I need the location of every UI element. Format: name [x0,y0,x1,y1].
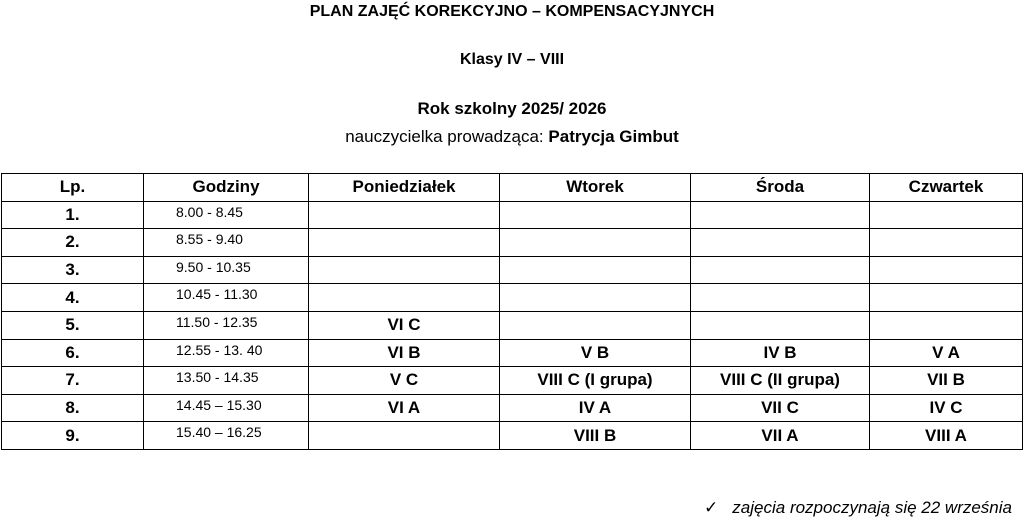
row-number: 1. [2,201,144,229]
thursday-cell: V A [870,339,1023,367]
monday-cell: VI B [309,339,500,367]
table-row [2,422,1023,450]
table-row [2,284,1023,312]
tuesday-cell: IV A [500,394,691,422]
monday-cell [309,256,500,284]
header-sroda: Środa [691,174,870,202]
note-text: zajęcia rozpoczynają się 22 września [732,498,1012,517]
table-row [2,339,1023,367]
wednesday-cell: VII C [691,394,870,422]
row-number: 4. [2,284,144,312]
start-date-note [704,498,1012,518]
monday-cell [309,422,500,450]
tuesday-cell [500,229,691,257]
thursday-cell: VII B [870,367,1023,395]
table-row [2,229,1023,257]
header-lp: Lp. [2,174,144,202]
monday-cell: VI C [309,311,500,339]
teacher-line [0,127,1024,147]
row-number: 5. [2,311,144,339]
monday-cell [309,201,500,229]
time-cell: 8.55 - 9.40 [144,229,309,257]
tuesday-cell [500,311,691,339]
header-czwartek: Czwartek [870,174,1023,202]
table-header-row [2,174,1023,202]
thursday-cell [870,284,1023,312]
classes-heading: Klasy IV – VIII [459,51,565,68]
header-godziny: Godziny [144,174,309,202]
schedule-table [1,173,1023,450]
thursday-cell [870,229,1023,257]
check-icon: ✓ [704,498,719,517]
table-row [2,201,1023,229]
time-cell: 8.00 - 8.45 [144,201,309,229]
time-cell: 15.40 – 16.25 [144,422,309,450]
monday-cell: V C [309,367,500,395]
wednesday-cell [691,311,870,339]
wednesday-cell: IV B [691,339,870,367]
row-number: 2. [2,229,144,257]
monday-cell [309,229,500,257]
tuesday-cell: VIII B [500,422,691,450]
wednesday-cell [691,201,870,229]
row-number: 3. [2,256,144,284]
row-number: 6. [2,339,144,367]
row-number: 7. [2,367,144,395]
table-row [2,256,1023,284]
monday-cell: VI A [309,394,500,422]
time-cell: 9.50 - 10.35 [144,256,309,284]
monday-cell [309,284,500,312]
tuesday-cell: VIII C (I grupa) [500,367,691,395]
wednesday-cell [691,229,870,257]
table-row [2,311,1023,339]
row-number: 9. [2,422,144,450]
tuesday-cell [500,256,691,284]
thursday-cell: IV C [870,394,1023,422]
wednesday-cell [691,284,870,312]
tuesday-cell [500,201,691,229]
teacher-label: nauczycielka prowadząca: [345,127,544,146]
header-poniedzialek: Poniedziałek [309,174,500,202]
time-cell: 10.45 - 11.30 [144,284,309,312]
thursday-cell [870,201,1023,229]
time-cell: 12.55 - 13. 40 [144,339,309,367]
document-title: PLAN ZAJĘĆ KOREKCYJNO – KOMPENSACYJNYCH [309,3,715,20]
tuesday-cell: V B [500,339,691,367]
wednesday-cell: VII A [691,422,870,450]
school-year-heading: Rok szkolny 2025/ 2026 [417,99,607,118]
thursday-cell [870,256,1023,284]
time-cell: 13.50 - 14.35 [144,367,309,395]
thursday-cell [870,311,1023,339]
tuesday-cell [500,284,691,312]
time-cell: 11.50 - 12.35 [144,311,309,339]
time-cell: 14.45 – 15.30 [144,394,309,422]
thursday-cell: VIII A [870,422,1023,450]
header-wtorek: Wtorek [500,174,691,202]
teacher-name: Patrycja Gimbut [548,127,679,146]
table-row [2,394,1023,422]
wednesday-cell [691,256,870,284]
row-number: 8. [2,394,144,422]
wednesday-cell: VIII C (II grupa) [691,367,870,395]
table-row [2,367,1023,395]
